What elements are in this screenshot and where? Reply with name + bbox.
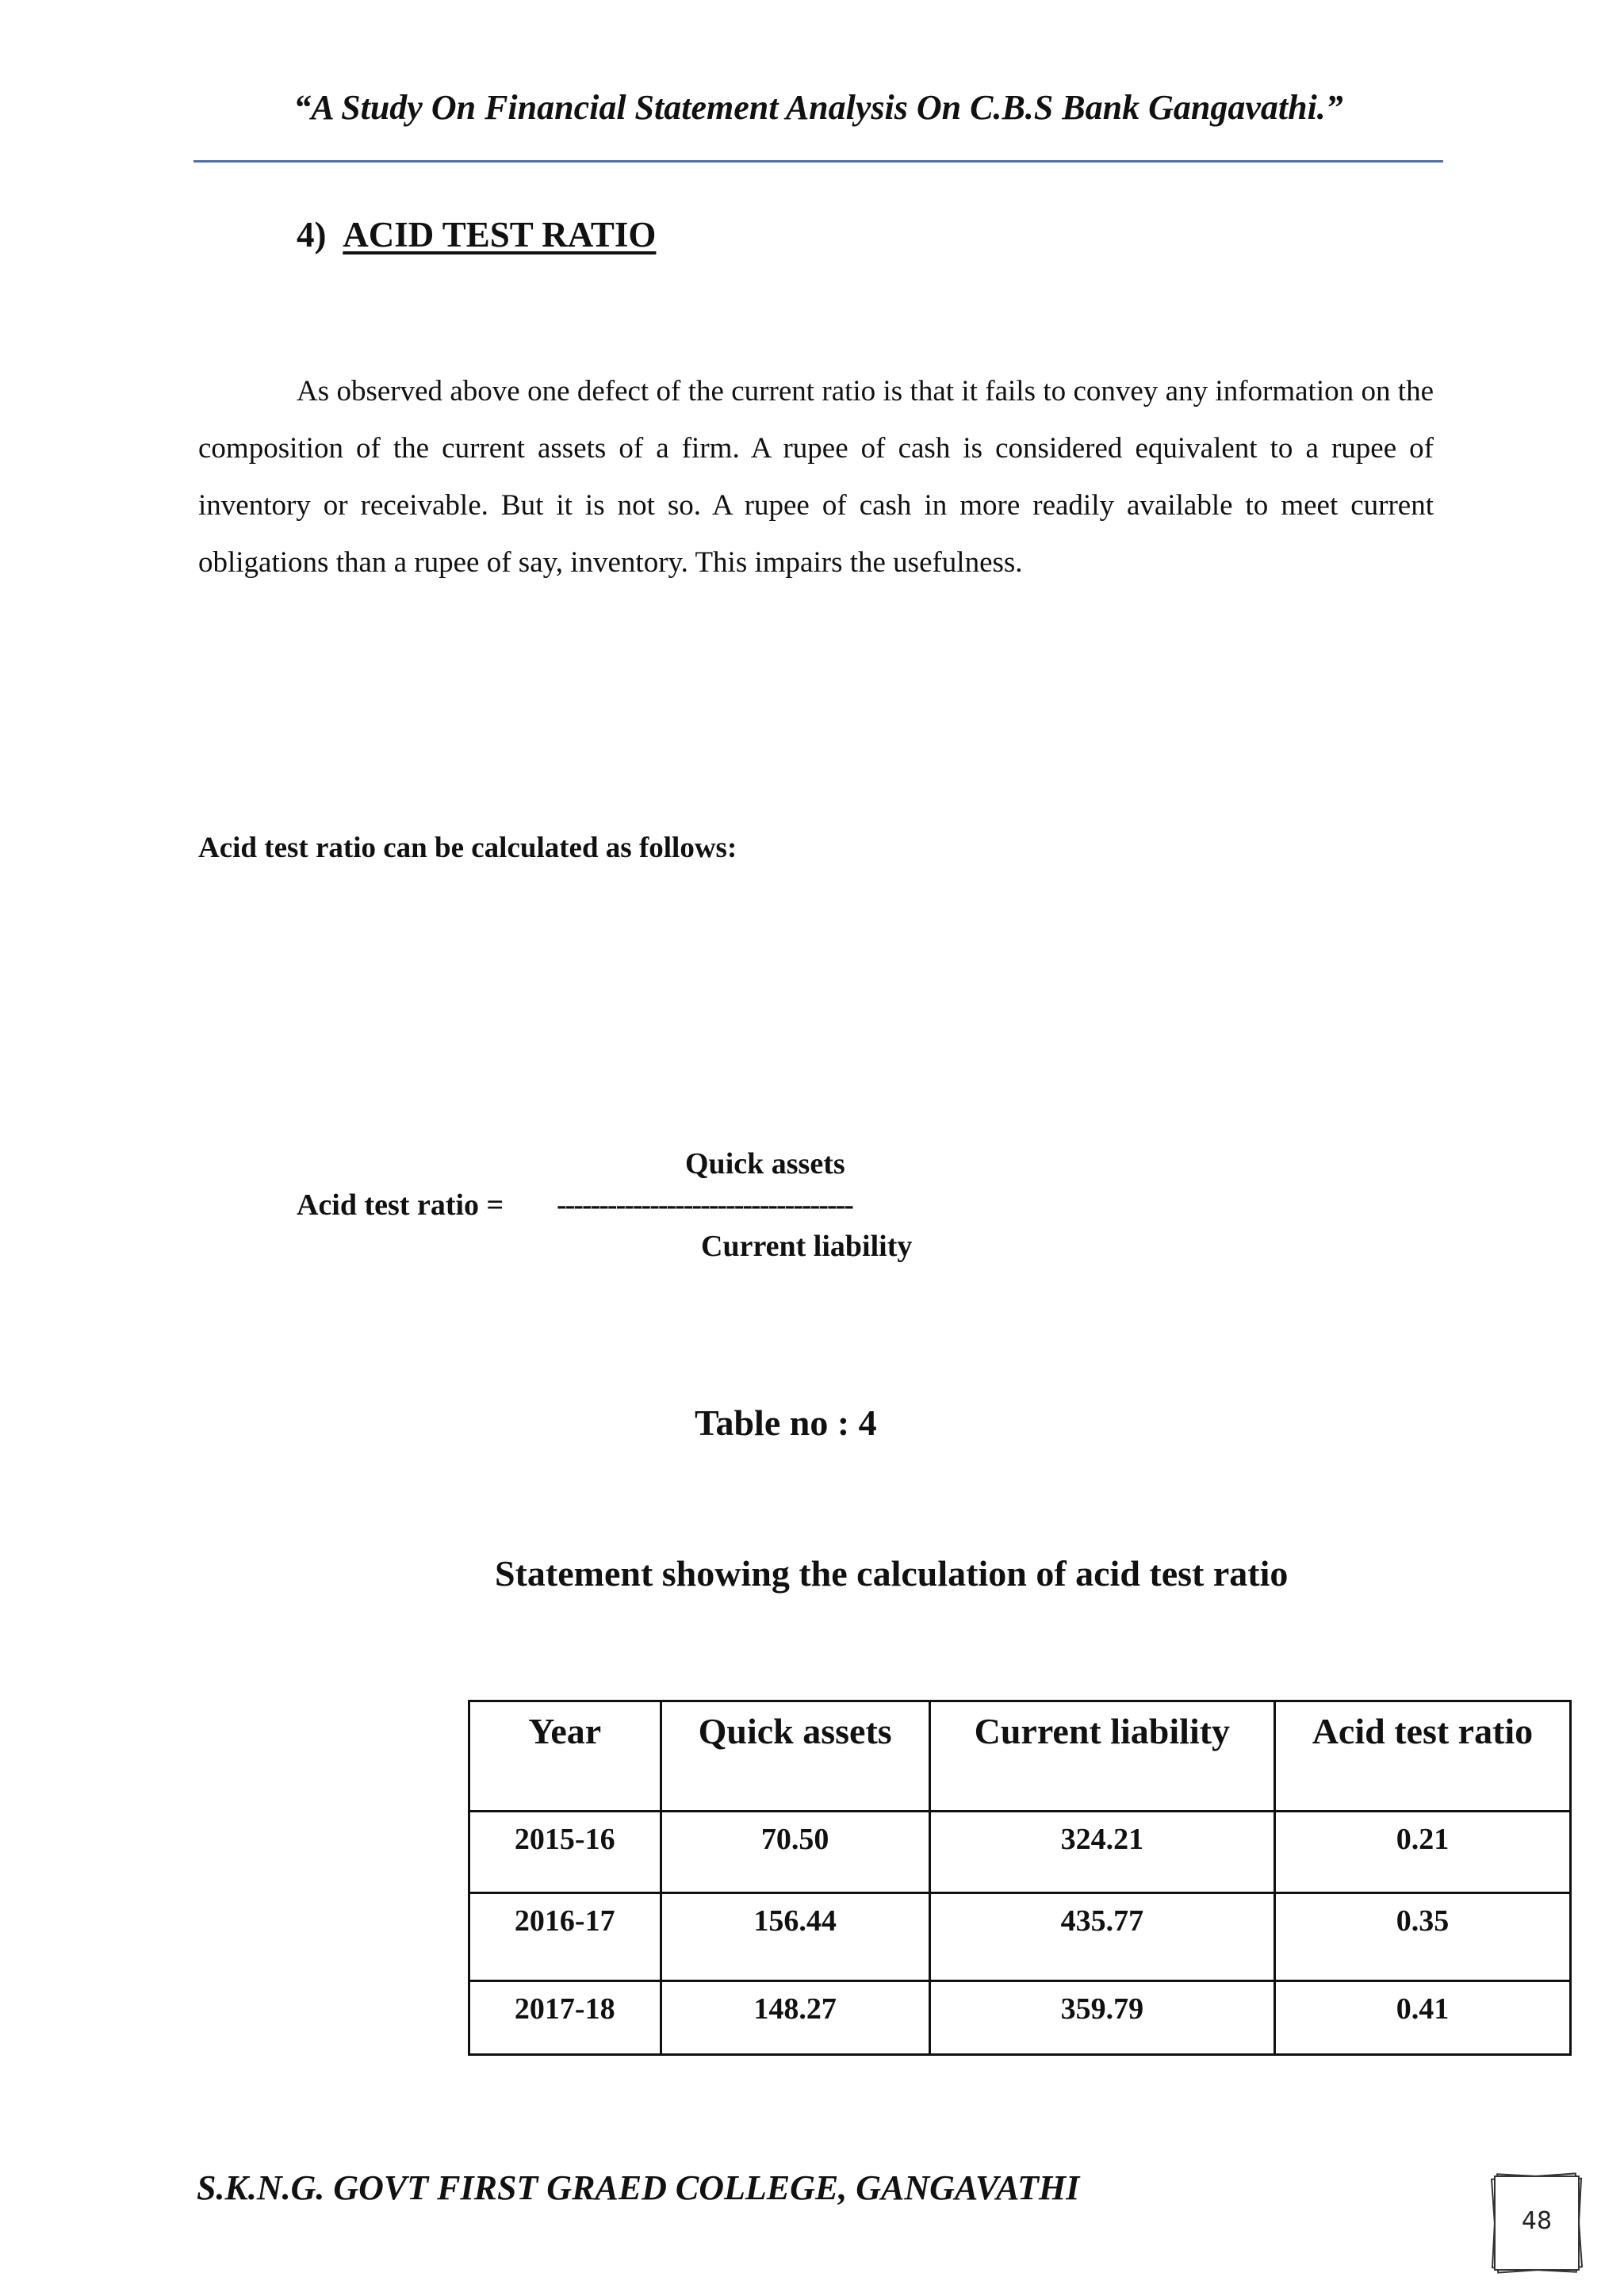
header-divider bbox=[193, 160, 1443, 163]
footer-college-name: S.K.N.G. GOVT FIRST GRAED COLLEGE, GANGAVATHI bbox=[197, 2168, 1080, 2207]
section-heading bbox=[297, 214, 656, 255]
page-number-badge bbox=[1488, 2169, 1586, 2277]
cell-year: 2017-18 bbox=[469, 1981, 661, 2055]
cell-quick-assets: 156.44 bbox=[661, 1893, 929, 1981]
formula-numerator: Quick assets bbox=[685, 1147, 845, 1181]
running-header-title: “A Study On Financial Statement Analysis On C.B.S Bank Gangavathi.” bbox=[293, 88, 1343, 127]
cell-quick-assets: 148.27 bbox=[661, 1981, 929, 2055]
table-row bbox=[469, 1893, 1571, 1981]
section-title: ACID TEST RATIO bbox=[343, 215, 657, 254]
cell-year: 2016-17 bbox=[469, 1893, 661, 1981]
formula-fraction-line: ----------------------------------- bbox=[557, 1188, 852, 1222]
formula-denominator: Current liability bbox=[701, 1230, 913, 1263]
cell-acid-test-ratio: 0.41 bbox=[1274, 1981, 1570, 2055]
cell-acid-test-ratio: 0.21 bbox=[1274, 1812, 1570, 1893]
table-header-row bbox=[469, 1701, 1571, 1812]
table-number: Table no : 4 bbox=[695, 1402, 877, 1443]
table-row bbox=[469, 1812, 1571, 1893]
cell-current-liability: 435.77 bbox=[929, 1893, 1274, 1981]
cell-current-liability: 359.79 bbox=[929, 1981, 1274, 2055]
cell-acid-test-ratio: 0.35 bbox=[1274, 1893, 1570, 1981]
column-header-quick-assets: Quick assets bbox=[661, 1701, 929, 1812]
column-header-acid-test-ratio: Acid test ratio bbox=[1274, 1701, 1570, 1812]
body-paragraph: As observed above one defect of the current ratio is that it fails to convey any information on the composition of the current assets of a firm. A rupee of cash is considered equivalent to a rupee of inventory or receivable. But it is not so. A rupee of cash in more readily available to meet current obligations than a rupee of say, inventory. This impairs the usefulness. bbox=[198, 375, 1434, 579]
calculation-intro: Acid test ratio can be calculated as follows: bbox=[198, 832, 737, 864]
column-header-year: Year bbox=[469, 1701, 661, 1812]
cell-year: 2015-16 bbox=[469, 1812, 661, 1893]
formula-lhs: Acid test ratio = bbox=[297, 1188, 504, 1222]
cell-current-liability: 324.21 bbox=[929, 1812, 1274, 1893]
table-row bbox=[469, 1981, 1571, 2055]
cell-quick-assets: 70.50 bbox=[661, 1812, 929, 1893]
acid-test-ratio-table bbox=[468, 1700, 1572, 2056]
page-number: 48 bbox=[1521, 2207, 1553, 2235]
column-header-current-liability: Current liability bbox=[929, 1701, 1274, 1812]
table-caption: Statement showing the calculation of acid test ratio bbox=[495, 1553, 1289, 1594]
section-number: 4) bbox=[297, 215, 327, 254]
